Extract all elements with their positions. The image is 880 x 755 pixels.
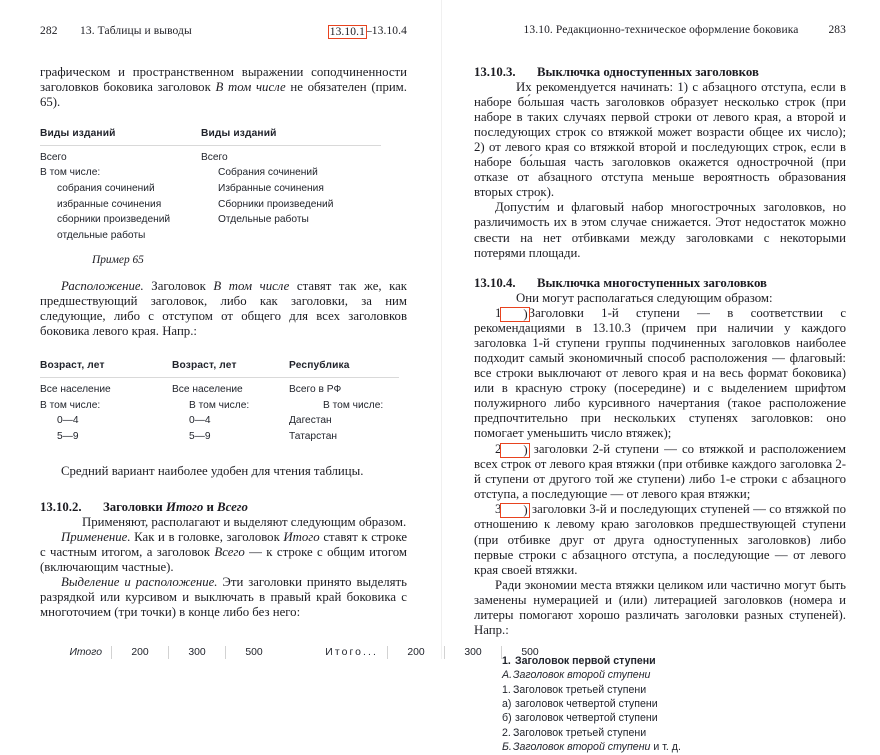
sample-text: Заголовок первой ступени xyxy=(515,654,656,667)
table1-header-right: Виды изданий xyxy=(201,126,381,146)
sample-list-item xyxy=(502,726,846,740)
totals-cell: 500 xyxy=(501,646,558,659)
section-number: 13.10.2. xyxy=(40,499,82,514)
table2-column-3 xyxy=(289,358,399,444)
sample-text: Заголовок третьей ступени xyxy=(513,683,647,696)
page-right-283 xyxy=(441,0,880,754)
table2-row: 0—4 xyxy=(57,415,79,427)
paragraph-location xyxy=(40,279,407,339)
section-13-10-2-lead: Применяют, располагают и выделяют следующим образом. xyxy=(82,514,407,529)
sample-tail: и т. д. xyxy=(650,741,681,754)
table2-row: 5—9 xyxy=(189,430,211,442)
example-table-vidy-izdaniy xyxy=(40,126,407,243)
sample-list-item xyxy=(502,654,846,668)
table1-column-left xyxy=(40,126,201,243)
item-marker-number: 2 xyxy=(495,441,502,456)
table1-row: Избранные сочинения xyxy=(218,182,324,194)
example-table-vozrast xyxy=(40,358,407,444)
totals-cell: 300 xyxy=(168,646,225,659)
intro-text-a: графическом и пространственном выражении соподчиненности заголовков боковика заголовок xyxy=(40,65,407,95)
table2-row: В том числе: xyxy=(189,399,250,411)
paragraph-location-lead: Расположение. xyxy=(61,279,144,294)
paragraph-vydelenie-lead: Выделение и расположение. xyxy=(61,574,218,589)
table1-row: Отдельные работы xyxy=(218,214,309,226)
paragraph-location-italic: В том числе xyxy=(213,279,290,294)
sample-marker: а) xyxy=(502,698,512,711)
paragraph-primenenie-lead: Применение. xyxy=(61,529,131,544)
intro-text-b: не обязателен (прим. 65). xyxy=(40,80,407,110)
paragraph-vydelenie-text: Эти заголовки принято выделять разрядкой или курсивом и выключать в правый край боковика с многоточием (три точки) в конце либо без него: xyxy=(40,574,407,619)
sample-text: Заголовок второй ступени xyxy=(513,669,651,682)
paragraph-vydelenie xyxy=(40,575,407,620)
table2-header: Возраст, лет xyxy=(40,358,172,378)
paragraph-primenenie-b: ставят к строке с частным итогом, а заголовок xyxy=(40,529,408,559)
section-title: Выключка многоступенных заголовков xyxy=(537,275,767,290)
sample-marker: 1. xyxy=(502,683,511,696)
after-table2-paragraph: Средний вариант наиболее удобен для чтения таблицы. xyxy=(61,464,364,479)
enumerated-item-2 xyxy=(474,442,846,503)
table1-column-right xyxy=(201,126,381,243)
table2-row: Всего в РФ xyxy=(289,384,342,396)
sample-marker: 2. xyxy=(502,726,511,739)
item-text: Заголовки 1-й ступени — в соответствии с рекомендациями в 13.10.3 (причем при наличии у каждого заголовка 1-й ступени группы подчиненных заголовков наиболее подходит самый экономичный способ расположения — флаговый: все строки выключают от левого края и на весь формат боковика) или в красную строку (посередине) и с выделением шрифтом полужирного либо курсивного начертания (такое расположение предпочтительно при нескольких ступенях заголовков: оно помогает уменьшить число втяжек); xyxy=(474,305,846,441)
table1-row: В том числе: xyxy=(40,167,101,179)
item-marker-number: 1 xyxy=(495,305,502,320)
paragraph-primenenie-it2: Всего xyxy=(214,544,245,559)
table1-row: собрания сочинений xyxy=(57,182,155,194)
section-title-a: Заголовки xyxy=(103,499,163,514)
paragraph-primenenie-c: — к строке с общим итогом (включающим частные). xyxy=(40,544,408,574)
sample-marker: Б. xyxy=(502,741,512,754)
table2-header: Возраст, лет xyxy=(172,358,289,378)
section-title-mid: и xyxy=(206,499,214,514)
sample-list-item xyxy=(502,711,846,725)
table2-column-1 xyxy=(40,358,172,444)
running-title-left: 13. Таблицы и выводы xyxy=(80,25,192,37)
section-heading-13-10-3 xyxy=(474,65,846,80)
section-13-10-4-closing: Ради экономии места втяжки целиком или частично могут быть заменены нумерацией и (или) литерацией заголовков (номера и литеры помогают хорошо различать заголовки разных ступеней). Напр.: xyxy=(474,577,846,637)
highlight-box-13-10-1: 13.10.1 xyxy=(329,26,365,38)
table2-row: Все население xyxy=(172,384,243,396)
totals-cell: 200 xyxy=(387,646,444,659)
table2-row: 5—9 xyxy=(57,430,79,442)
table2-header: Республика xyxy=(289,358,399,378)
sample-heading-hierarchy xyxy=(474,654,846,755)
totals-group-left xyxy=(40,646,282,659)
table1-row: Всего xyxy=(40,151,67,163)
sample-marker: б) xyxy=(502,712,512,725)
running-range-left xyxy=(329,24,407,38)
example-caption: Пример 65 xyxy=(92,254,144,267)
totals-label-spaced: Итого... xyxy=(325,646,378,658)
item-marker-number: 3 xyxy=(495,502,502,517)
table2-column-2 xyxy=(172,358,289,444)
section-title xyxy=(103,500,407,515)
table1-row: избранные сочинения xyxy=(57,198,162,210)
table2-row: В том числе: xyxy=(40,399,101,411)
sample-text: Заголовок второй ступени xyxy=(513,741,651,754)
section-heading-13-10-2 xyxy=(40,500,407,515)
sample-text: заголовок четвертой ступени xyxy=(515,712,658,725)
totals-cell: 500 xyxy=(225,646,282,659)
table1-row: Собрания сочинений xyxy=(218,167,318,179)
item-text: заголовки 3-й и последующих ступеней — со втяжкой по отношению к левому краю заголовков предшествующей ступени (при отбивке друг от друга одноступенных заголовков) либо первые строки с абзацного отступа, а последующие — от левого края своей втяжки. xyxy=(474,502,847,577)
enumerated-item-1 xyxy=(474,306,846,442)
section-title-italic-1: Итого xyxy=(166,499,204,514)
item-text: заголовки 2-й ступени — со втяжкой и расположением всех строк от левого края втяжки (при отбивке каждого заголовка 2-й ступени от другого той же ступени) либо 1-е строки с абзацного отступа, а последующие — от левого края втяжки; xyxy=(474,441,846,502)
intro-paragraph xyxy=(40,65,407,110)
section-title: Выключка одноступенных заголовков xyxy=(537,65,759,79)
running-head-left xyxy=(40,24,407,42)
running-title-right: 13.10. Редакционно-техническое оформление боковика xyxy=(523,24,799,36)
table2-row: В том числе: xyxy=(323,399,384,411)
sample-list-item xyxy=(502,683,846,697)
section-13-10-4-lead: Они могут располагаться следующим образом: xyxy=(516,290,773,305)
sample-marker: 1. xyxy=(502,654,511,667)
table2-row: 0—4 xyxy=(189,415,211,427)
totals-example-table xyxy=(40,646,539,659)
table2-row: Татарстан xyxy=(289,430,338,442)
section-title-italic-2: Всего xyxy=(217,499,248,514)
paragraph-location-b: ставят так же, как предшествующий заголовок, либо как заголовки, за ним следующие, либо с отступом от общего для всех заголовков боковика левого края. Напр.: xyxy=(40,279,408,339)
section-13-10-3-paragraph-2: Допусти́м и флаговый набор многострочных заголовков, но различимость их в этом случае снижается. Этот недостаток можно свести на нет отбивками между заголовками с некоторыми потерями площади. xyxy=(474,200,846,260)
table1-row: Сборники произведений xyxy=(218,198,334,210)
table1-header-left: Виды изданий xyxy=(40,126,201,146)
totals-cell: 300 xyxy=(444,646,501,659)
running-range-rest: –13.10.4 xyxy=(365,25,407,37)
highlight-box-paren-2: ) xyxy=(500,443,529,458)
folio-right: 283 xyxy=(828,24,846,36)
totals-label-italic: Итого xyxy=(69,646,102,658)
section-heading-13-10-4 xyxy=(474,276,846,291)
sample-text: заголовок четвертой ступени xyxy=(515,698,658,711)
sample-marker: А. xyxy=(502,669,513,682)
table2-row: Дагестан xyxy=(289,415,332,427)
table2-row: Все население xyxy=(40,384,111,396)
paragraph-location-a: Заголовок xyxy=(151,279,206,294)
table1-row: сборники произведений xyxy=(57,214,171,226)
sample-text: Заголовок третьей ступени xyxy=(513,726,647,739)
highlight-box-paren-3: ) xyxy=(500,503,529,518)
table1-row: Всего xyxy=(201,151,228,163)
paragraph-primenenie xyxy=(40,530,407,575)
sample-list-item xyxy=(502,740,846,754)
folio-left: 282 xyxy=(40,25,58,37)
section-13-10-3-paragraph-1: Их рекомендуется начинать: 1) с абзацного отступа, если в наборе бо́льшая часть заголовков образует несколько строк (при наборе в таких случаях первой строки от левого края, а второй и последующих строк со втяжкой может возрасти общее их число); 2) от левого края со втяжкой второй и последующих строк, если в наборе бо́льшая часть заголовков окажется однострочной (при отказе от абзацного отступа меньше вероятность образования вторых строк). xyxy=(474,80,846,200)
sample-list-item xyxy=(502,697,846,711)
totals-cell: 200 xyxy=(111,646,168,659)
intro-text-italic: В том числе xyxy=(215,80,286,95)
table1-row: отдельные работы xyxy=(57,229,146,241)
section-number: 13.10.4. xyxy=(474,275,516,290)
enumerated-item-3 xyxy=(474,502,846,578)
paragraph-primenenie-a: Как и в головке, заголовок xyxy=(134,529,280,544)
section-number: 13.10.3. xyxy=(474,65,516,79)
sample-list-item xyxy=(502,668,846,682)
paragraph-primenenie-it1: Итого xyxy=(283,529,320,544)
highlight-box-paren-1: ) xyxy=(500,307,529,322)
running-head-right xyxy=(474,24,846,42)
